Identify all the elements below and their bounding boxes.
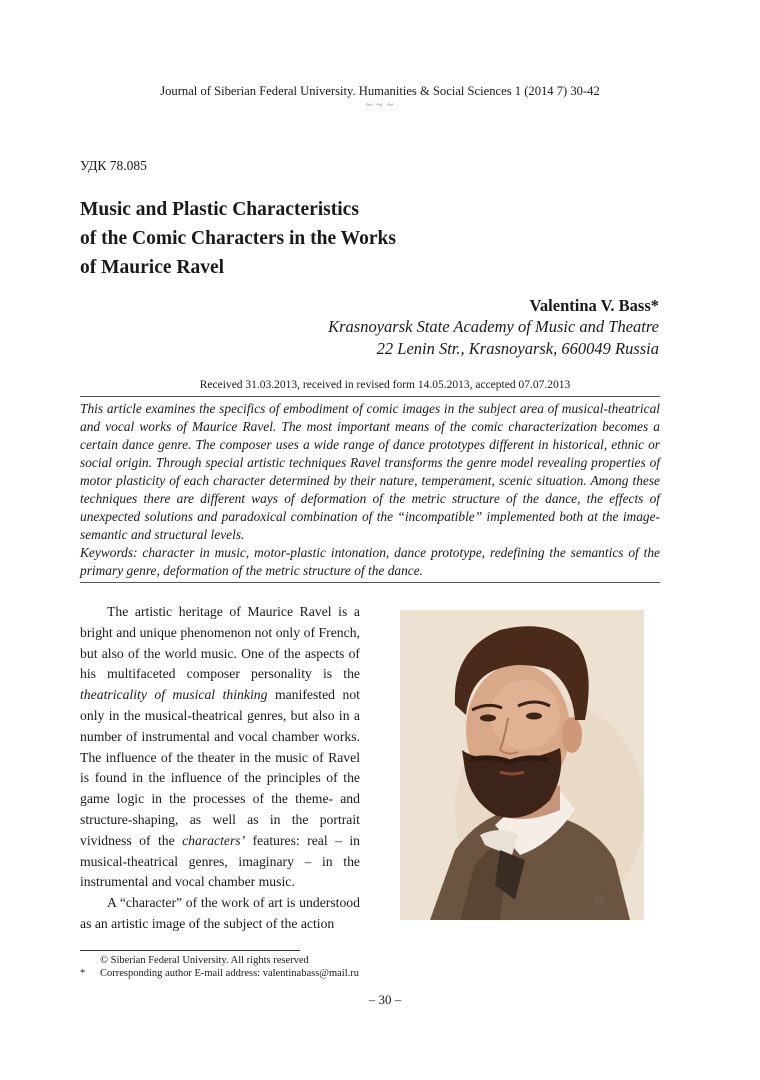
page-number: – 30 – <box>368 992 402 1007</box>
footnote-mark: * <box>80 968 86 979</box>
footnote-copyright <box>80 954 359 967</box>
author-name: Valentina V. Bass* <box>529 296 659 315</box>
footnote-corresponding <box>80 967 359 980</box>
keywords: Keywords: character in music, motor-plastic intonation, dance prototype, redefining the semantics of the primary genre, deformation of the metric structure of the dance. <box>80 545 660 578</box>
affiliation-line: Krasnoyarsk State Academy of Music and Theatre <box>328 317 659 336</box>
corresponding-author-text: Corresponding author E-mail address: valentinabass@mail.ru <box>100 968 359 979</box>
header-ornament: ~ ~ ~ <box>365 99 395 111</box>
abstract-bottom-rule <box>80 582 660 583</box>
author-affiliation <box>328 316 659 360</box>
affiliation-line: 22 Lenin Str., Krasnoyarsk, 660049 Russia <box>376 339 659 358</box>
text-run: manifested not only in the musical-theatrical genres, but also in a number of instrumental and vocal chamber works. The influence of the theater in the music of Ravel is found in the influence of the principles of the game logic in the processes of the theme- and structure-shaping, as well as in the portrait vividness of the <box>80 687 360 848</box>
emphasis: characters’ <box>182 832 246 848</box>
title-line: Music and Plastic Characteristics <box>80 199 359 220</box>
text-run: features: real – in musical-theatrical genres, imaginary – in the instrumental and vocal chamber music. <box>80 832 360 890</box>
footnotes <box>80 954 359 980</box>
copyright-text: © Siberian Federal University. All rights reserved <box>100 955 309 966</box>
udk-code: УДК 78.085 <box>80 158 147 173</box>
emphasis: theatricality of musical thinking <box>80 687 268 703</box>
title-line: of the Comic Characters in the Works <box>80 228 396 249</box>
ravel-portrait <box>400 610 644 920</box>
received-dates: Received 31.03.2013, received in revised form 14.05.2013, accepted 07.07.2013 <box>199 379 571 391</box>
running-head: Journal of Siberian Federal University. Humanities & Social Sciences 1 (2014 7) 30-42 <box>160 84 600 98</box>
footnote-rule <box>80 950 300 951</box>
body-text <box>80 602 360 935</box>
body-paragraph: A “character” of the work of art is understood as an artistic image of the subject of the action <box>80 895 360 931</box>
article-title <box>80 195 396 282</box>
title-line: of Maurice Ravel <box>80 257 225 278</box>
abstract: This article examines the specifics of embodiment of comic images in the subject area of musical-theatrical and vocal works of Maurice Ravel. The most important means of the comic characterization becomes a certain dance genre. The composer uses a wide range of dance prototypes different in historical, ethnic or social origin. Through special artistic techniques Ravel transforms the genre model revealing properties of motor plasticity of each character determined by their nature, temperament, scenic situation. Among these techniques there are different ways of deformation of the metric structure of the dance, the effects of unexpected solutions and paradoxical combination of the “incompatible” implemented both at the image-semantic and structural levels. <box>80 401 660 542</box>
text-run: The artistic heritage of Maurice Ravel is a bright and unique phenomenon not only of French, but also of the world music. One of the aspects of his multifaceted composer personality is the <box>80 604 360 682</box>
svg-text:ch: ch <box>595 894 604 904</box>
body-paragraph <box>80 602 360 893</box>
abstract-top-rule <box>80 396 660 397</box>
